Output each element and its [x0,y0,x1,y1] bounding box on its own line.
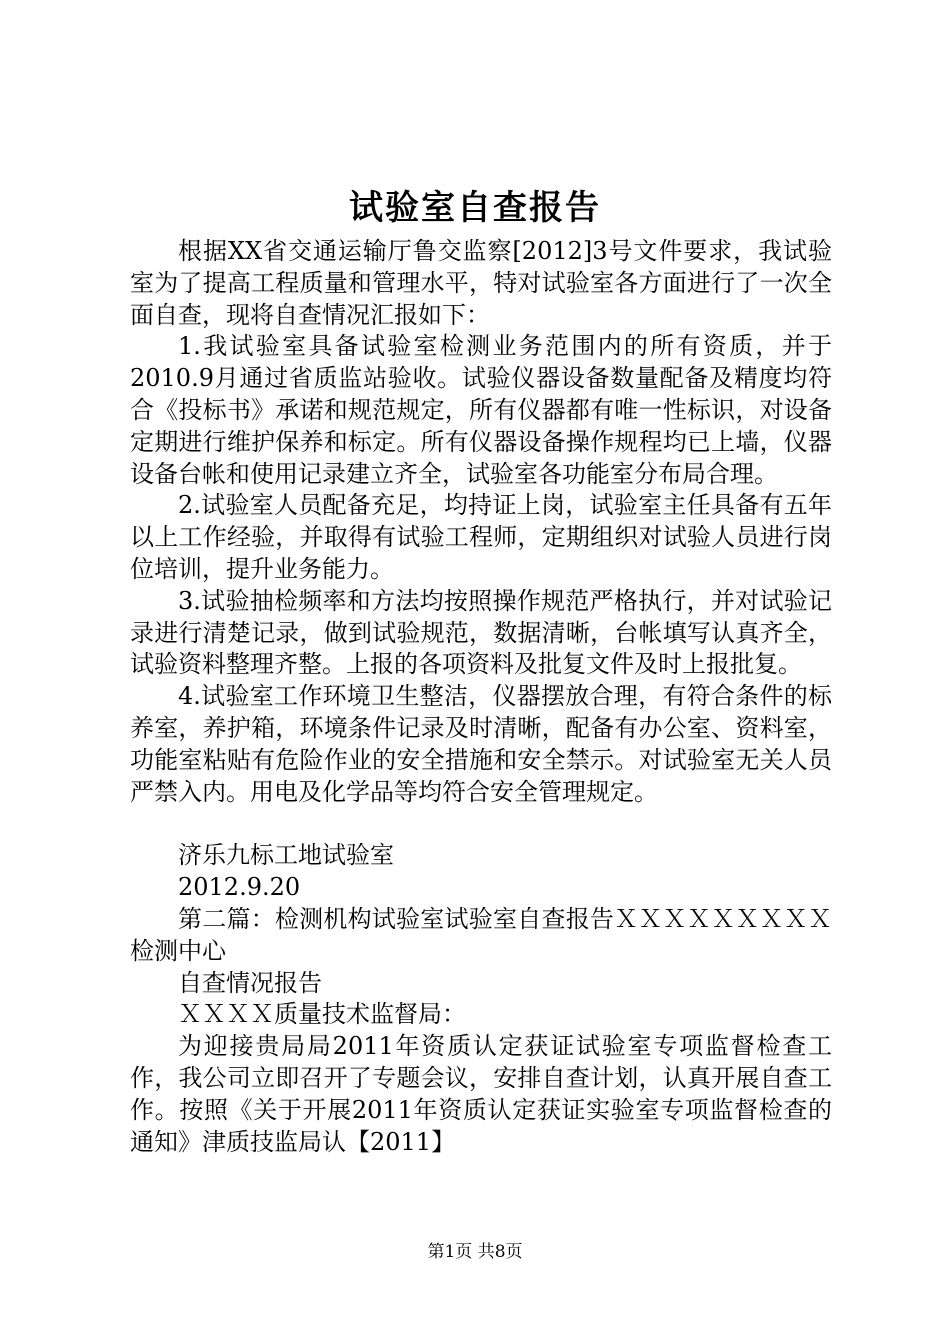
second-part-subtitle: 自查情况报告 [178,968,322,997]
second-part-heading: 第二篇：检测机构试验室试验室自查报告ＸＸＸＸＸＸＸＸＸ检测中心 [130,904,832,965]
document-title: 试验室自查报告 [349,188,601,228]
second-part-addressee: ＸＸＸＸ质量技术监督局： [178,1000,466,1029]
intro-paragraph: 根据XX省交通运输厅鲁交监察[2012]3号文件要求，我试验室为了提高工程质量和管理水平，特对试验室各方面进行了一次全面自查，现将自查情况汇报如下： [130,237,832,329]
paragraph-spacer [130,808,832,840]
item-4-paragraph: 4.试验室工作环境卫生整洁，仪器摆放合理，有符合条件的标养室，养护箱，环境条件记录及时清晰，配备有办公室、资料室，功能室粘贴有危险作业的安全措施和安全禁示。对试验室无关人员严禁入内。用电及化学品等均符合安全管理规定。 [130,682,832,806]
item-1-paragraph: 1.我试验室具备试验室检测业务范围内的所有资质，并于2010.9月通过省质监站验收。试验仪器设备数量配备及精度均符合《投标书》承诺和规范规定，所有仪器都有唯一性标识，对设备定期进行维护保养和标定。所有仪器设备操作规程均已上墙，仪器设备台帐和使用记录建立齐全，试验室各功能室分布局合理。 [130,332,832,488]
second-part-paragraph: 为迎接贵局局2011年资质认定获证试验室专项监督检查工作，我公司立即召开了专题会议，安排自查计划，认真开展自查工作。按照《关于开展2011年资质认定获证实验室专项监督检查的通知》津质技监局认【2011】 [130,1032,832,1156]
signature-org: 济乐九标工地试验室 [178,841,394,870]
item-3-paragraph: 3.试验抽检频率和方法均按照操作规范严格执行，并对试验记录进行清楚记录，做到试验规范，数据清晰，台帐填写认真齐全，试验资料整理齐整。上报的各项资料及批复文件及时上报批复。 [130,586,832,679]
document-body [130,236,832,1158]
item-2-paragraph: 2.试验室人员配备充足，均持证上岗，试验室主任具备有五年以上工作经验，并取得有试验工程师，定期组织对试验人员进行岗位培训，提升业务能力。 [130,491,832,583]
signature-date: 2012.9.20 [178,873,301,902]
page-number: 第1页 共8页 [427,1242,523,1262]
